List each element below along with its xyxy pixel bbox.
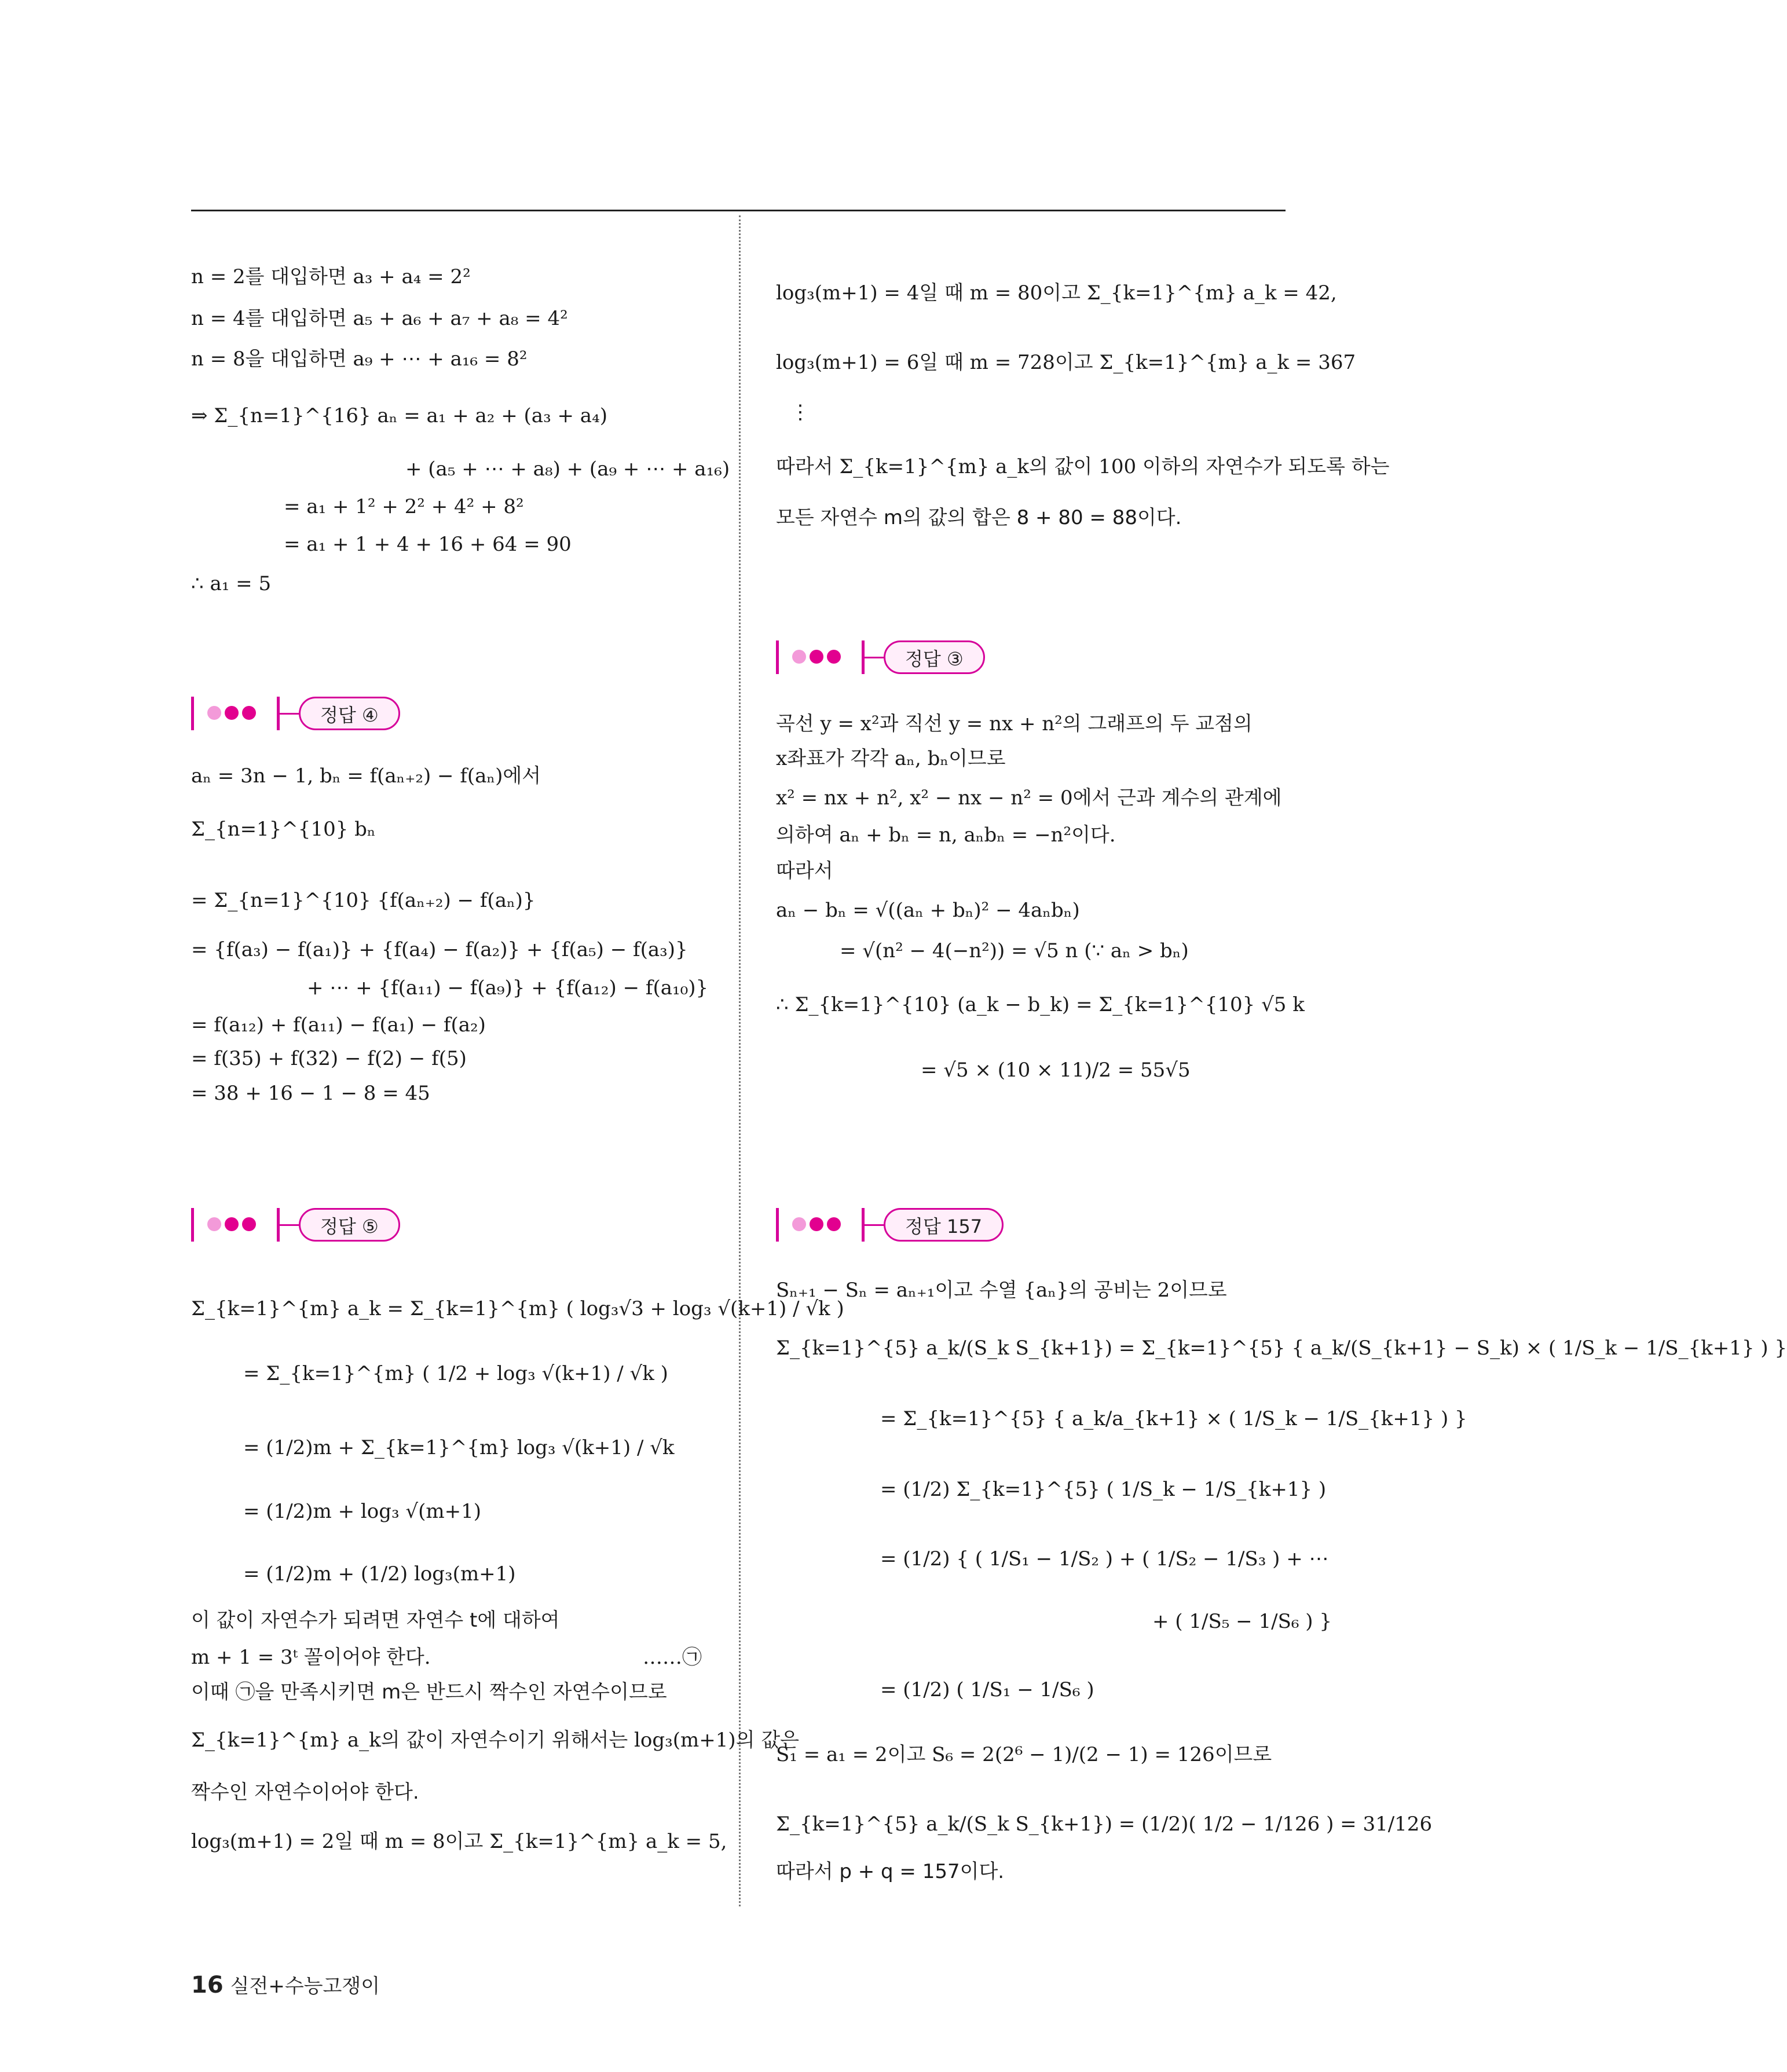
math-line: = f(35) + f(32) − f(2) − f(5) — [191, 1047, 467, 1070]
text-line: 짝수인 자연수이어야 한다. — [191, 1781, 419, 1804]
connector-line — [863, 657, 885, 658]
math-line: aₙ − bₙ = √((aₙ + bₙ)² − 4aₙbₙ) — [776, 899, 1080, 922]
column-divider — [739, 215, 741, 1906]
dots-decoration — [792, 650, 844, 665]
math-line: = 38 + 16 − 1 − 8 = 45 — [191, 1082, 430, 1105]
math-line: m + 1 = 3ᵗ 꼴이어야 한다. — [191, 1646, 431, 1669]
math-line: = (1/2) ( 1/S₁ − 1/S₆ ) — [880, 1678, 1094, 1701]
text-line: n = 8을 대입하면 a₉ + ⋯ + a₁₆ = 8² — [191, 347, 528, 371]
math-line: + ⋯ + {f(a₁₁) − f(a₉)} + {f(a₁₂) − f(a₁₀)} — [307, 976, 709, 1000]
math-line: = √(n² − 4(−n²)) = √5 n (∵ aₙ > bₙ) — [840, 939, 1189, 962]
accent-bar — [191, 1208, 194, 1242]
math-line: Σ_{k=1}^{m} a_k = Σ_{k=1}^{m} ( log₃√3 + log₃ √(k+1) / √k ) — [191, 1297, 844, 1320]
math-line: Σ_{n=1}^{10} bₙ — [191, 818, 376, 841]
text-line: 따라서 p + q = 157이다. — [776, 1860, 1005, 1883]
math-line: 따라서 Σ_{k=1}^{m} a_k의 값이 100 이하의 자연수가 되도록 하는 — [776, 455, 1390, 478]
page-footer — [191, 1970, 380, 1998]
math-line: = (1/2)m + (1/2) log₃(m+1) — [243, 1562, 516, 1586]
math-line: + ( 1/S₅ − 1/S₆ ) } — [1152, 1610, 1332, 1633]
equation-tag: ……㉠ — [643, 1646, 702, 1669]
math-line: ⋮ — [790, 401, 810, 424]
text-line: 이때 ㉠을 만족시키면 m은 반드시 짝수인 자연수이므로 — [191, 1681, 667, 1704]
text-line: 따라서 — [776, 859, 833, 883]
text-line: n = 4를 대입하면 a₅ + a₆ + a₇ + a₈ = 4² — [191, 307, 568, 330]
math-line: = (1/2) Σ_{k=1}^{5} ( 1/S_k − 1/S_{k+1} ) — [880, 1478, 1327, 1501]
answer-badge: 정답 ③ — [884, 640, 985, 674]
dots-decoration — [792, 1217, 844, 1232]
connector-line — [863, 1224, 885, 1226]
text-line: n = 2를 대입하면 a₃ + a₄ = 2² — [191, 265, 471, 288]
math-line: ∴ Σ_{k=1}^{10} (a_k − b_k) = Σ_{k=1}^{10} √5 k — [776, 993, 1305, 1016]
dots-decoration — [207, 1217, 259, 1232]
connector-line — [278, 713, 300, 715]
answer-header — [776, 637, 1031, 678]
math-line: = (1/2) { ( 1/S₁ − 1/S₂ ) + ( 1/S₂ − 1/S₃ ) + ⋯ — [880, 1547, 1329, 1571]
text-line: 이 값이 자연수가 되려면 자연수 t에 대하여 — [191, 1609, 560, 1632]
math-line: x² = nx + n², x² − nx − n² = 0에서 근과 계수의 관계에 — [776, 786, 1282, 810]
math-line: ∴ a₁ = 5 — [191, 572, 272, 595]
math-line: = {f(a₃) − f(a₁)} + {f(a₄) − f(a₂)} + {f(a₅) − f(a₃)} — [191, 938, 688, 961]
accent-bar — [776, 1208, 779, 1242]
math-line: Σ_{k=1}^{5} a_k/(S_k S_{k+1}) = (1/2)( 1/2 − 1/126 ) = 31/126 — [776, 1813, 1433, 1836]
math-line: ⇒ Σ_{n=1}^{16} aₙ = a₁ + a₂ + (a₃ + a₄) — [191, 404, 607, 427]
answer-header — [191, 1205, 446, 1245]
math-line: log₃(m+1) = 6일 때 m = 728이고 Σ_{k=1}^{m} a_k = 367 — [776, 351, 1356, 374]
answer-badge: 정답 ⑤ — [299, 1208, 400, 1242]
answer-header — [776, 1205, 1031, 1245]
math-line: 의하여 aₙ + bₙ = n, aₙbₙ = −n²이다. — [776, 823, 1116, 847]
book-title: 실전+수능고쟁이 — [230, 1975, 380, 1998]
answer-badge: 정답 157 — [884, 1208, 1004, 1242]
math-line: Σ_{k=1}^{m} a_k의 값이 자연수이기 위해서는 log₃(m+1)의 값은 — [191, 1729, 800, 1752]
math-line: + (a₅ + ⋯ + a₈) + (a₉ + ⋯ + a₁₆) — [405, 457, 730, 481]
math-line: = Σ_{k=1}^{m} ( 1/2 + log₃ √(k+1) / √k ) — [243, 1362, 668, 1385]
math-line: = a₁ + 1 + 4 + 16 + 64 = 90 — [284, 533, 572, 556]
accent-bar — [191, 697, 194, 730]
answer-badge: 정답 ④ — [299, 697, 400, 730]
dots-decoration — [207, 706, 259, 721]
math-line: 곡선 y = x²과 직선 y = nx + n²의 그래프의 두 교점의 — [776, 712, 1253, 735]
math-line: = (1/2)m + Σ_{k=1}^{m} log₃ √(k+1) / √k — [243, 1436, 675, 1459]
answer-header — [191, 693, 446, 734]
math-line: = a₁ + 1² + 2² + 4² + 8² — [284, 495, 524, 518]
math-line: = f(a₁₂) + f(a₁₁) − f(a₁) − f(a₂) — [191, 1013, 486, 1037]
connector-line — [278, 1224, 300, 1226]
math-line: = √5 × (10 × 11)/2 = 55√5 — [921, 1059, 1191, 1082]
page-number: 16 — [191, 1972, 224, 1998]
math-line: log₃(m+1) = 4일 때 m = 80이고 Σ_{k=1}^{m} a_k = 42, — [776, 281, 1337, 305]
math-line: Σ_{k=1}^{5} a_k/(S_k S_{k+1}) = Σ_{k=1}^{5} { a_k/(S_{k+1} − S_k) × ( 1/S_k − 1/S_{k+1} ) } — [776, 1337, 1787, 1360]
math-line: aₙ = 3n − 1, bₙ = f(aₙ₊₂) − f(aₙ)에서 — [191, 764, 541, 788]
accent-bar — [776, 640, 779, 674]
math-line: Sₙ₊₁ − Sₙ = aₙ₊₁이고 수열 {aₙ}의 공비는 2이므로 — [776, 1279, 1227, 1302]
top-rule — [191, 210, 1286, 211]
math-line: log₃(m+1) = 2일 때 m = 8이고 Σ_{k=1}^{m} a_k = 5, — [191, 1830, 727, 1853]
math-line: = Σ_{n=1}^{10} {f(aₙ₊₂) − f(aₙ)} — [191, 889, 536, 912]
math-line: = Σ_{k=1}^{5} { a_k/a_{k+1} × ( 1/S_k − 1/S_{k+1} ) } — [880, 1407, 1467, 1430]
math-line: x좌표가 각각 aₙ, bₙ이므로 — [776, 747, 1006, 770]
text-line: 모든 자연수 m의 값의 합은 8 + 80 = 88이다. — [776, 506, 1182, 529]
math-line: = (1/2)m + log₃ √(m+1) — [243, 1500, 481, 1523]
math-line: S₁ = a₁ = 2이고 S₆ = 2(2⁶ − 1)/(2 − 1) = 126이므로 — [776, 1743, 1272, 1766]
